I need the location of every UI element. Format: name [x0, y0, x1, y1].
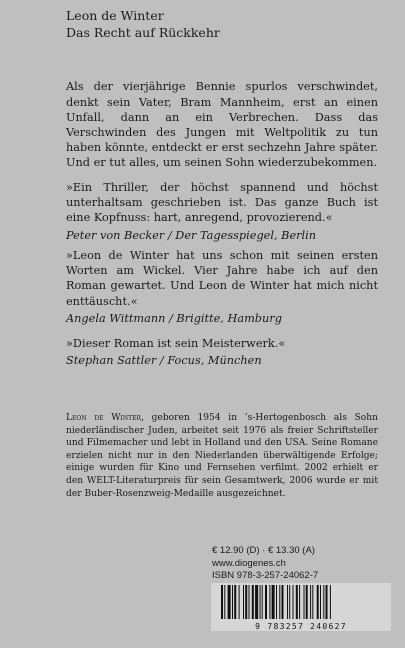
review-quote	[66, 336, 378, 368]
barcode-digits: 9 783257 240627	[255, 622, 347, 631]
review-quote	[66, 248, 378, 326]
review-quote	[66, 180, 378, 243]
bio-text: , geboren 1954 in ’s-Hertogenbosch als Sohn niederländischer Juden, arbeitet seit 1976 als freier Schriftsteller und Filmemacher und lebt in Holland und den USA. Seine Romane erzielen nicht nur in den Niederlanden überwältigende Erfolge; einige wurden für Kino und Fernsehen verfilmt. 2002 erhielt er den WELT-Literaturpreis für sein Gesamtwerk, 2006 wurde er mit der Buber-Rosenzweig-Medaille ausgezeichnet.	[66, 413, 378, 499]
quote-text: »Leon de Winter hat uns schon mit seinen ersten Worten am Wickel. Vier Jahre habe ich auf den Roman gewartet. Und Leon de Winter hat mich nicht enttäuscht.«	[66, 249, 378, 308]
quote-attribution: Stephan Sattler / Focus, München	[66, 354, 262, 368]
barcode	[211, 583, 391, 631]
book-title: Das Recht auf Rückkehr	[66, 25, 220, 40]
price-block	[212, 545, 318, 583]
book-header	[66, 7, 220, 41]
synopsis-text: Als der vierjährige Bennie spurlos verschwindet, denkt sein Vater, Bram Mannheim, erst an einen Unfall, dann an ein Verbrechen. Dass das Verschwinden des Jungen mit Weltpolitik zu tun haben könnte, entdeckt er erst sechzehn Jahre später. Und er tut alles, um seinen Sohn wiederzubekommen.	[66, 80, 378, 170]
bio-author-name: Leon de Winter	[66, 413, 142, 424]
quote-attribution: Angela Wittmann / Brigitte, Hamburg	[66, 311, 282, 325]
quote-text: »Dieser Roman ist sein Meisterwerk.«	[66, 337, 286, 350]
quote-text: »Ein Thriller, der höchst spannend und höchst unterhaltsam geschrieben ist. Das ganze Buch ist eine Kopfnuss: hart, anregend, provozierend.«	[66, 181, 378, 225]
barcode-bars	[211, 583, 391, 621]
publisher-website: www.diogenes.ch	[212, 557, 286, 569]
quote-attribution: Peter von Becker / Der Tagesspiegel, Berlin	[66, 228, 317, 242]
price-text: € 12.90 (D) · € 13.30 (A)	[212, 545, 315, 556]
isbn-text: ISBN 978-3-257-24062-7	[212, 570, 319, 581]
author-bio	[66, 412, 378, 500]
author-name: Leon de Winter	[66, 8, 164, 23]
